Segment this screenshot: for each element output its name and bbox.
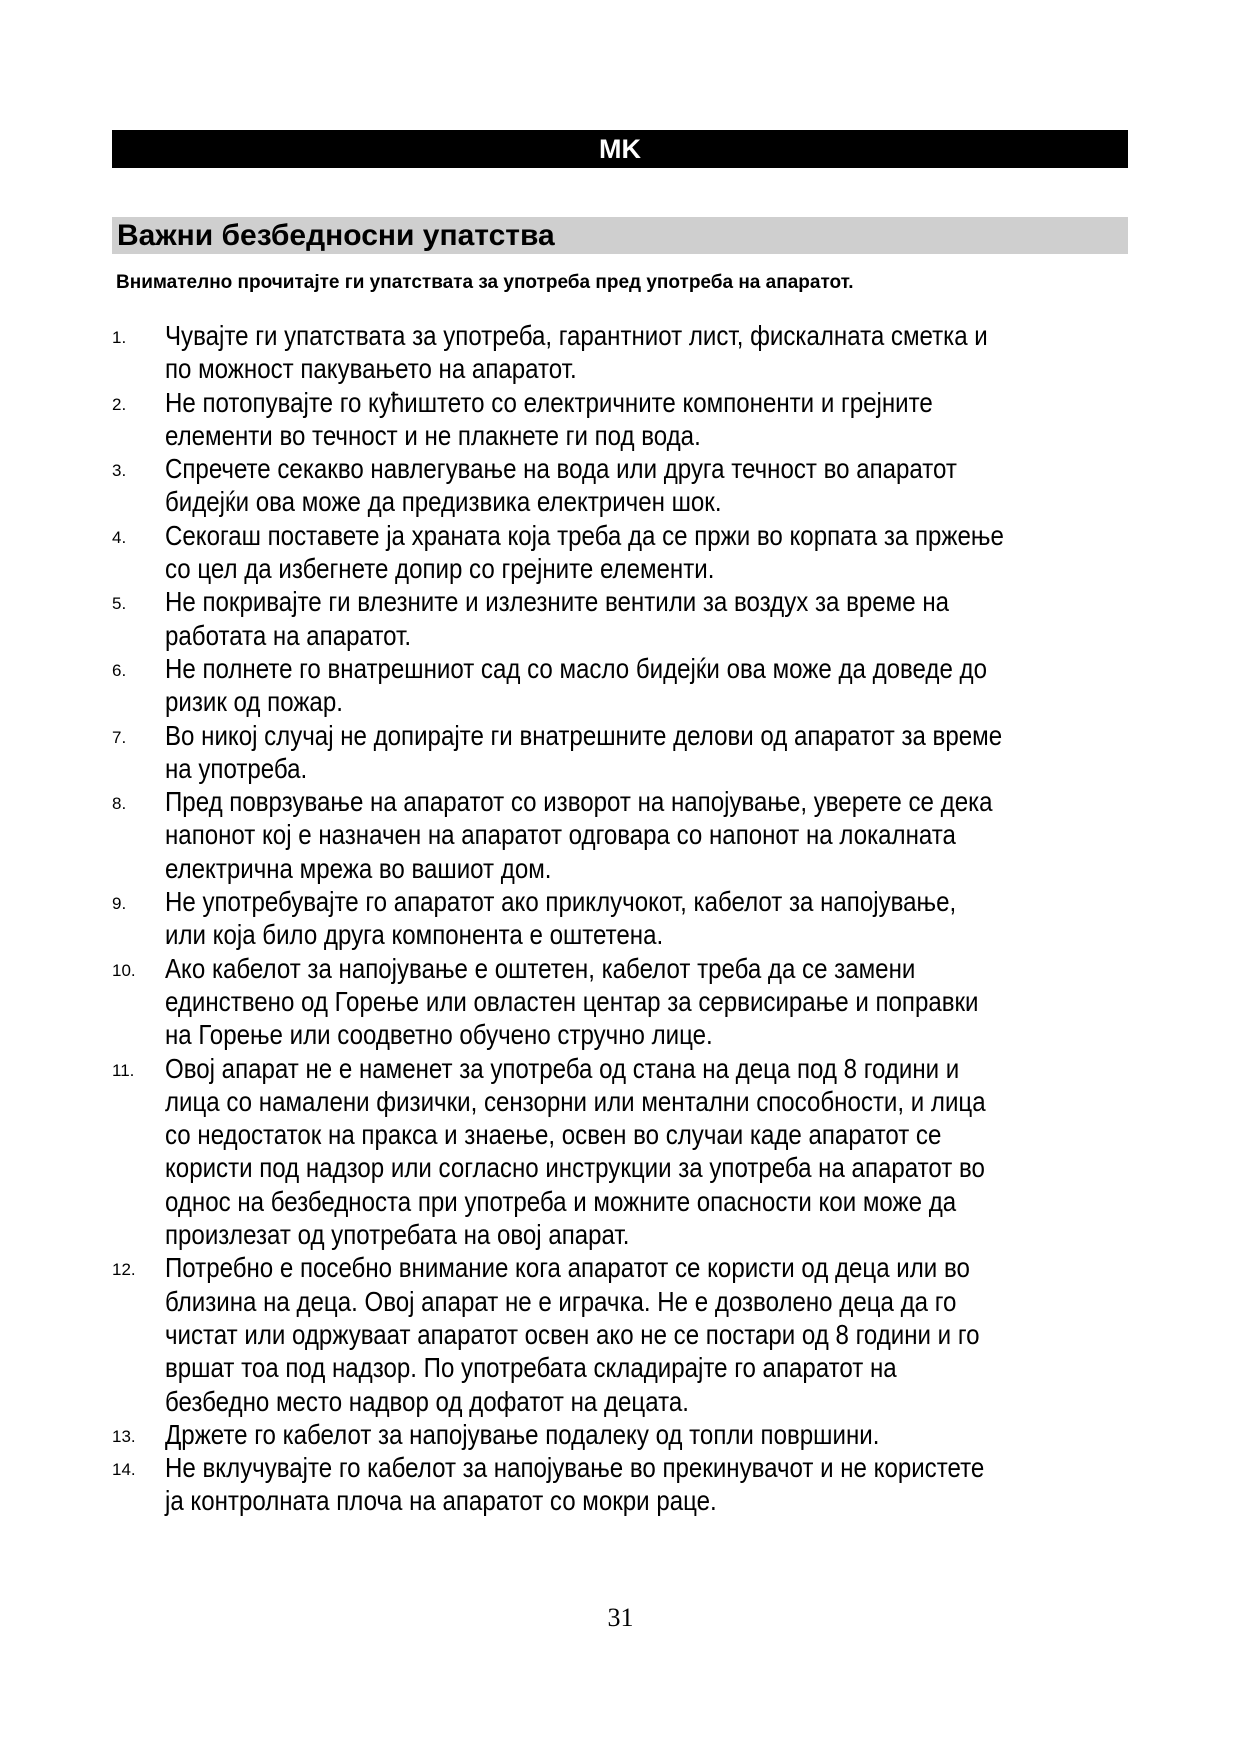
list-item (112, 1451, 1128, 1518)
item-text: Ако кабелот за напојување е оштетен, кабелот треба да се замени единствено од Горење или овластен центар за сервисирање и поправки на Горење или соодветно обучено стручно лице. (165, 952, 979, 1051)
item-number: 10. (112, 960, 136, 980)
item-number: 14. (112, 1460, 136, 1480)
list-item (112, 1251, 1128, 1417)
list-item (112, 519, 1128, 586)
item-text: Секогаш поставете ја храната која треба да се пржи во корпата за пржење со цел да избегнете допир со грејните елементи. (165, 519, 1004, 585)
item-number: 12. (112, 1260, 136, 1280)
item-text: Не потопувајте го кућиштето со електричните компоненти и грејните елементи во течност и не плакнете ги под вода. (165, 386, 933, 451)
list-item (112, 885, 1128, 952)
list-item (112, 585, 1128, 652)
item-number: 5. (112, 594, 127, 614)
item-number: 4. (112, 527, 127, 547)
item-number: 9. (112, 894, 127, 914)
list-item (112, 386, 1128, 453)
item-text: Не покривајте ги влезните и излезните вентили за воздух за време на работата на апаратот. (165, 586, 950, 651)
item-text: Не вклучувајте го кабелот за напојување во прекинувачот и не користете ја контролната плоча на апаратот со мокри раце. (165, 1452, 985, 1517)
list-item (112, 952, 1128, 1052)
language-header: MK (112, 130, 1128, 168)
list-item (112, 652, 1128, 719)
list-item (112, 452, 1128, 519)
item-number: 11. (112, 1060, 135, 1080)
list-item (112, 785, 1128, 885)
item-text: Пред поврзување на апаратот со изворот на напојување, уверете се дека напонот кој е назначен на апаратот одговара со напонот на локалната електрична мрежа во вашиот дом. (165, 786, 993, 884)
section-title: Важни безбедносни упатства (117, 219, 555, 252)
item-number: 8. (112, 794, 127, 814)
list-item (112, 719, 1128, 786)
item-text: Спречете секакво навлегување на вода или друга течност во апаратот бидејќи ова може да предизвика електричен шок. (165, 453, 957, 518)
list-item (112, 1052, 1128, 1252)
item-text: Не полнете го внатрешниот сад со масло бидејќи ова може да доведе до ризик од пожар. (165, 652, 987, 718)
item-number: 7. (112, 727, 127, 747)
list-item (112, 319, 1128, 386)
page-number: 31 (607, 1603, 634, 1632)
item-text: Чувајте ги упатствата за употреба, гарантниот лист, фискалната сметка и по можност пакувањето на апаратот. (165, 320, 988, 385)
item-text: Овој апарат не е наменет за употреба од стана на деца под 8 години и лица со намалени физички, сензорни или ментални способности, и лица со недостаток на пракса и знаење, освен во случаи каде апаратот се користи под надзор или согласно инструкции за употреба на апаратот во однос на безбедноста при употреба и можните опасности кои може да произлезат од употребата на овој апарат. (165, 1052, 986, 1251)
safety-instructions-list (112, 319, 1128, 1518)
item-text: Држете го кабелот за напојување подалеку од топли површини. (165, 1418, 880, 1450)
item-text: Потребно е посебно внимание кога апаратот се користи од деца или во близина на деца. Овој апарат не е играчка. Не е дозволено деца да го чистат или одржуваат апаратот освен ако не се постари од 8 години и го вршат тоа под надзор. По употребата складирајте го апаратот на безбедно место надвор од дофатот на децата. (165, 1252, 980, 1417)
list-item (112, 1418, 1128, 1451)
item-number: 2. (112, 394, 127, 414)
intro-text: Внимателно прочитајте ги упатствата за употреба пред употреба на апаратот. (116, 272, 854, 293)
item-text: Не употребувајте го апаратот ако приклучокот, кабелот за напојување, или која било друга компонента е оштетена. (165, 886, 957, 951)
item-number: 13. (112, 1426, 136, 1446)
section-header (112, 217, 1128, 254)
item-number: 1. (112, 328, 127, 347)
item-number: 6. (112, 660, 127, 680)
item-number: 3. (112, 461, 127, 481)
item-text: Во никој случај не допирајте ги внатрешните делови од апаратот за време на употреба. (165, 719, 1003, 784)
